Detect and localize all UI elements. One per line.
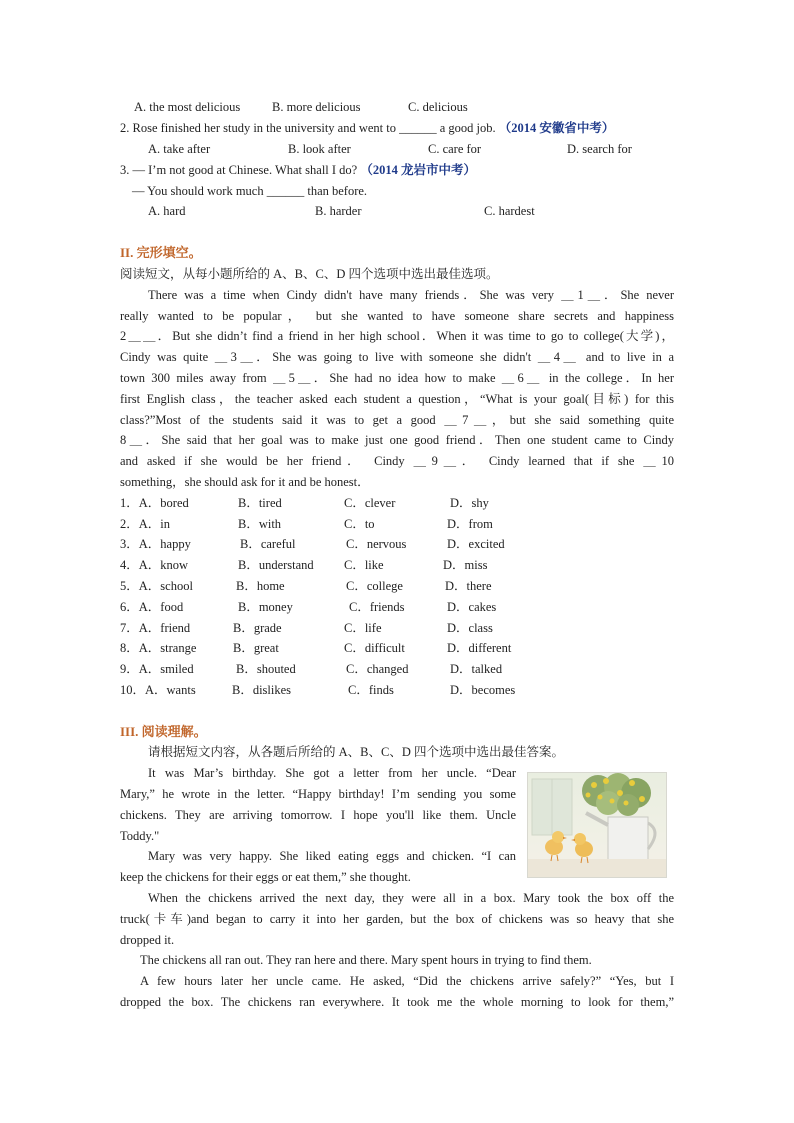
reading-line: truck(卡车)and began to carry it into her garden, but the box of chickens was so heavy that she <box>120 912 674 926</box>
cloze-q7-d: D．class <box>447 621 493 635</box>
cloze-line: something，she should ask for it and be honest． <box>120 475 370 489</box>
cloze-q8-a: 8．A．strange <box>120 641 197 655</box>
q3-option-b: B. harder <box>315 204 362 218</box>
cloze-q4-a: 4．A．know <box>120 558 189 572</box>
reading-line: A few hours later her uncle came. He asked, “Did the chickens arrive safely?” “Yes, but I <box>140 974 674 988</box>
cloze-q3-a: 3．A．happy <box>120 537 191 551</box>
cloze-q9-b: B．shouted <box>236 662 296 676</box>
cloze-q5-a: 5．A．school <box>120 579 193 593</box>
cloze-q8-c: C．difficult <box>344 641 405 655</box>
reading-line: When the chickens arrived the next day, they were all in a box. Mary took the box off the <box>148 891 674 905</box>
cloze-line: 2＿＿．But she didn’t find a friend in her high school．When it was time to go to college(大学)， <box>120 329 674 343</box>
reading-line: Mary,” he wrote in the letter. “Happy birthday! I’m sending you some <box>120 787 516 801</box>
cloze-line: really wanted to be popular， but she wanted to have someone share secrets and happiness <box>120 309 674 323</box>
cloze-line: and asked if she would be her friend． Cindy ＿9＿． Cindy learned that if she ＿10 <box>120 454 674 468</box>
q3-source: （2014 龙岩市中考） <box>360 163 476 177</box>
cloze-line: town 300 miles away from ＿5＿．She had no idea how to make ＿6＿ in the college．In her <box>120 371 674 385</box>
cloze-q3-c: C．nervous <box>346 537 407 551</box>
q1-option-b: B. more delicious <box>272 100 361 114</box>
cloze-line: first English class，the teacher asked each student a question，“What is your goal(目标) for this <box>120 392 674 406</box>
cloze-q10-d: D．becomes <box>450 683 516 697</box>
q2-stem-row <box>120 120 614 136</box>
q2-option-c: C. care for <box>428 142 482 156</box>
cloze-q7-a: 7．A．friend <box>120 621 191 635</box>
reading-line: dropped it. <box>120 933 175 947</box>
cloze-line: class?”Most of the students said it was to get a good ＿7＿，but she said something quite <box>120 413 674 427</box>
cloze-line: There was a time when Cindy didn't have many friends．She was very ＿1＿．She never <box>148 288 674 302</box>
reading-line: The chickens all ran out. They ran here and there. Mary spent hours in trying to find them. <box>140 953 592 967</box>
cloze-q4-d: D．miss <box>443 558 488 572</box>
cloze-q8-b: B．great <box>233 641 279 655</box>
q2-option-b: B. look after <box>288 142 351 156</box>
chicks-watering-can-photo <box>527 772 667 878</box>
cloze-q9-c: C．changed <box>346 662 409 676</box>
reading-line: It was Mar’s birthday. She got a letter from her uncle. “Dear <box>148 766 516 780</box>
q2-option-a: A. take after <box>148 142 211 156</box>
cloze-q1-a: 1．A．bored <box>120 496 189 510</box>
reading-line: chickens. They are arriving tomorrow. I hope you'll like them. Uncle <box>120 808 516 822</box>
cloze-line: Cindy was quite ＿3＿．She was going to live with someone she didn't ＿4＿ and to live in a <box>120 350 674 364</box>
cloze-line: 8＿．She said that her goal was to make just one good friend．Then one student came to Cindy <box>120 433 674 447</box>
q1-option-c: C. delicious <box>408 100 468 114</box>
cloze-q7-b: B．grade <box>233 621 282 635</box>
cloze-q8-d: D．different <box>447 641 512 655</box>
q2-option-d: D. search for <box>567 142 632 156</box>
cloze-q1-b: B．tired <box>238 496 282 510</box>
cloze-q3-d: D．excited <box>447 537 505 551</box>
section3-instruction: 请根据短文内容，从各题后所给的 A、B、C、D 四个选项中选出最佳答案。 <box>148 745 564 759</box>
q3-stem-row <box>120 162 476 178</box>
reading-line: dropped the box. The chickens ran everywhere. It took me the whole morning to look for them,” <box>120 995 674 1009</box>
cloze-q4-c: C．like <box>344 558 384 572</box>
q1-option-a: A. the most delicious <box>134 100 241 114</box>
cloze-q10-b: B．dislikes <box>232 683 292 697</box>
cloze-q6-c: C．friends <box>349 600 405 614</box>
cloze-q6-d: D．cakes <box>447 600 497 614</box>
cloze-q2-b: B．with <box>238 517 282 531</box>
q2-stem: 2. Rose finished her study in the university and went to ______ a good job. <box>120 121 496 135</box>
q3-option-c: C. hardest <box>484 204 535 218</box>
cloze-q6-a: 6．A．food <box>120 600 184 614</box>
cloze-q5-d: D．there <box>445 579 492 593</box>
cloze-q9-a: 9．A．smiled <box>120 662 194 676</box>
cloze-q6-b: B．money <box>238 600 293 614</box>
cloze-q2-a: 2．A．in <box>120 517 171 531</box>
reading-line: keep the chickens for their eggs or eat them,” she thought. <box>120 870 411 884</box>
cloze-q1-d: D．shy <box>450 496 489 510</box>
cloze-q3-b: B．careful <box>240 537 296 551</box>
cloze-q1-c: C．clever <box>344 496 396 510</box>
cloze-q10-a: 10．A．wants <box>120 683 196 697</box>
q3-reply: — You should work much ______ than before. <box>132 184 368 198</box>
q2-source: （2014 安徽省中考） <box>498 121 615 135</box>
reading-line: Mary was very happy. She liked eating eggs and chicken. “I can <box>148 849 516 863</box>
cloze-q10-c: C．finds <box>348 683 394 697</box>
q3-stem: 3. — I’m not good at Chinese. What shall I do? <box>120 163 358 177</box>
cloze-q9-d: D．talked <box>450 662 503 676</box>
q3-option-a: A. hard <box>148 204 186 218</box>
section2-instruction: 阅读短文，从每小题所给的 A、B、C、D 四个选项中选出最佳选项。 <box>120 267 499 281</box>
reading-line: Toddy." <box>120 829 160 843</box>
cloze-q4-b: B．understand <box>238 558 314 572</box>
cloze-q5-c: C．college <box>346 579 403 593</box>
cloze-q2-d: D．from <box>447 517 493 531</box>
cloze-q7-c: C．life <box>344 621 382 635</box>
cloze-q2-c: C．to <box>344 517 375 531</box>
cloze-q5-b: B．home <box>236 579 285 593</box>
section3-heading: III. 阅读理解。 <box>120 724 207 739</box>
section2-heading: II. 完形填空。 <box>120 245 202 260</box>
